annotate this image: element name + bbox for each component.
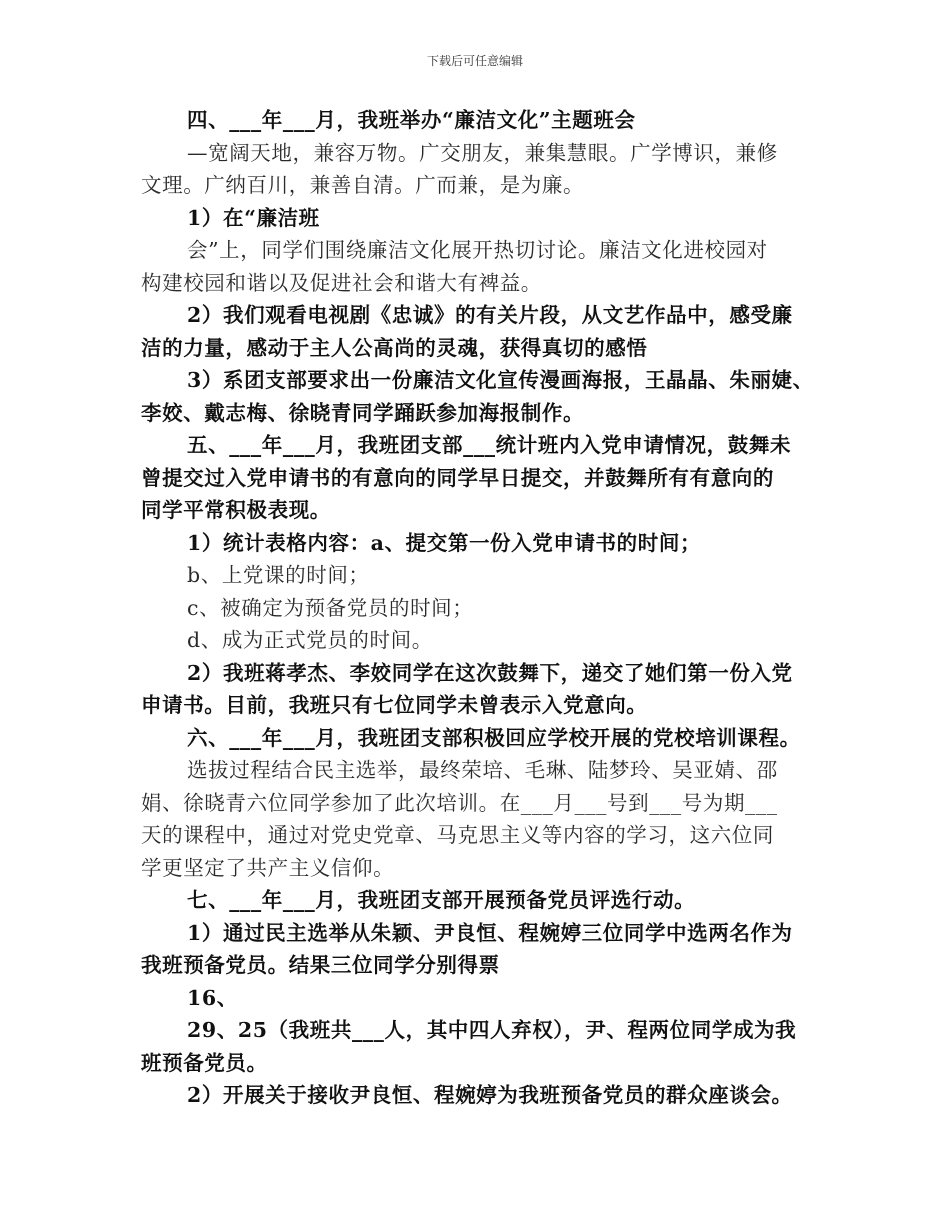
- text-line: d、成为正式党员的时间。: [187, 628, 433, 652]
- text-line: 构建校园和谐以及促进社会和谐大有裨益。: [141, 270, 542, 295]
- text-line: 1）在“廉洁班: [187, 205, 320, 230]
- text-line: 选拔过程结合民主选举，最终荣培、毛琳、陆梦玲、吴亚婧、邵: [187, 758, 778, 782]
- text-line: —宽阔天地，兼容万物。广交朋友，兼集慧眼。广学博识，兼修: [187, 140, 778, 165]
- text-line: 16、: [187, 985, 238, 1010]
- text-line: 申请书。目前，我班只有七位同学未曾表示入党意向。: [141, 693, 648, 717]
- text-line: 五、___年___月，我班团支部___统计班内入党申请情况，鼓舞未: [187, 433, 792, 457]
- text-line: 学更坚定了共产主义信仰。: [141, 855, 395, 880]
- text-line: 娟、徐晓青六位同学参加了此次培训。在___月___号到___号为期___: [141, 790, 778, 815]
- text-line: 会”上，同学们围绕廉洁文化展开热切讨论。廉洁文化进校园对: [187, 238, 768, 262]
- document-body: [141, 104, 813, 1112]
- text-line: 天的课程中，通过对党史党章、马克思主义等内容的学习，这六位同: [141, 823, 774, 847]
- text-line: c、被确定为预备党员的时间；: [187, 595, 474, 620]
- text-line: 洁的力量，感动于主人公高尚的灵魂，获得真切的感悟: [141, 335, 648, 360]
- text-line: b、上党课的时间；: [187, 563, 370, 587]
- text-line: 四、___年___月，我班举办“廉洁文化”主题班会: [187, 108, 636, 132]
- text-line: 2）我们观看电视剧《忠诚》的有关片段，从文艺作品中，感受廉: [187, 303, 793, 327]
- text-line: 曾提交过入党申请书的有意向的同学早日提交，并鼓舞所有有意向的: [141, 465, 774, 490]
- page-header: 下载后可任意编辑: [426, 54, 523, 68]
- text-line: 文理。广纳百川，兼善自清。广而兼，是为廉。: [141, 173, 585, 197]
- text-line: 李姣、戴志梅、徐晓青同学踊跃参加海报制作。: [141, 400, 585, 425]
- text-line: 1）统计表格内容：a、提交第一份入党申请书的时间；: [187, 530, 702, 555]
- text-line: 六、___年___月，我班团支部积极回应学校开展的党校培训课程。: [187, 725, 801, 750]
- text-line: 2）我班蒋孝杰、李姣同学在这次鼓舞下，递交了她们第一份入党: [187, 660, 793, 685]
- text-line: 七、___年___月，我班团支部开展预备党员评选行动。: [187, 888, 696, 912]
- text-line: 29、25（我班共___人，其中四人弃权），尹、程两位同学成为我: [187, 1018, 797, 1042]
- text-line: 3）系团支部要求出一份廉洁文化宣传漫画海报，王晶晶、朱丽婕、: [187, 368, 814, 392]
- text-line: 2）开展关于接收尹良恒、程婉婷为我班预备党员的群众座谈会。: [187, 1083, 793, 1107]
- text-line: 我班预备党员。结果三位同学分别得票: [141, 953, 500, 977]
- text-line: 班预备党员。: [141, 1050, 268, 1075]
- text-line: 同学平常积极表现。: [141, 498, 331, 522]
- text-line: 1）通过民主选举从朱颖、尹良恒、程婉婷三位同学中选两名作为: [187, 920, 793, 945]
